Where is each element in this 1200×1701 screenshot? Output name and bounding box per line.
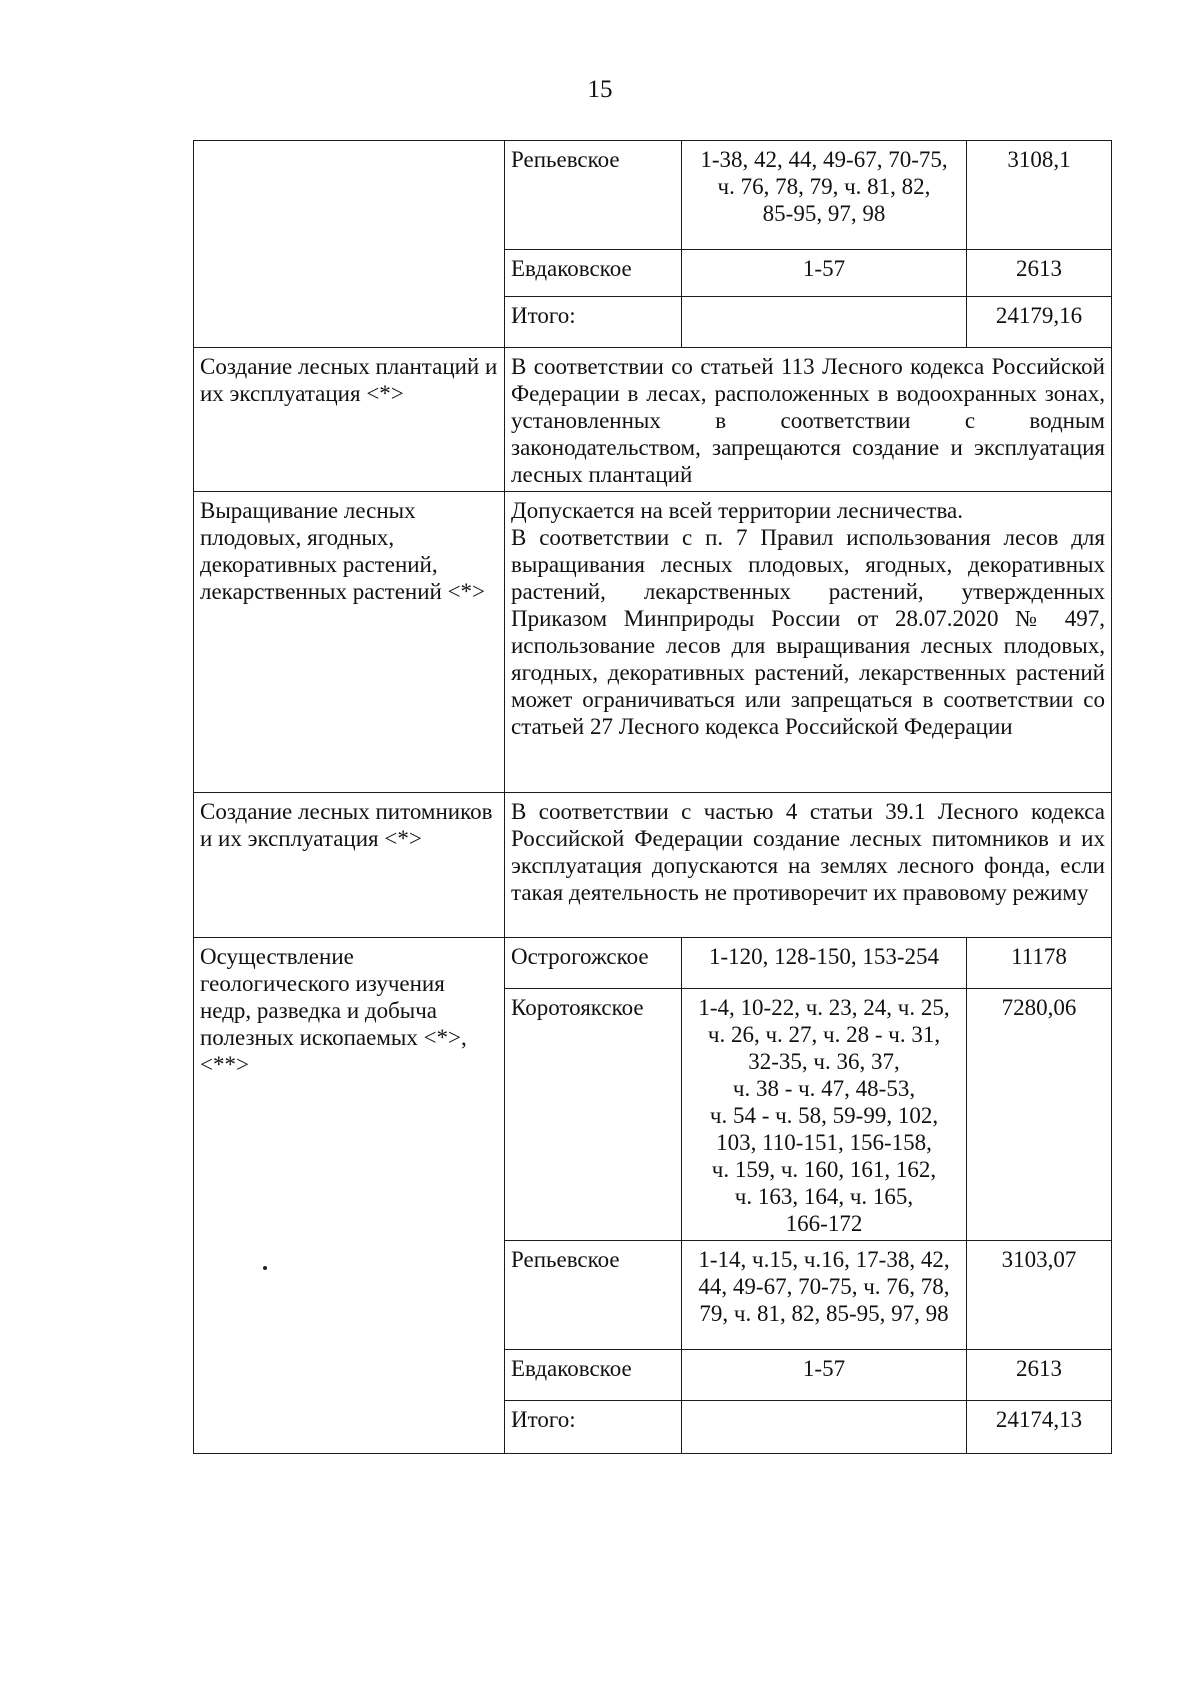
block-line: 32-35, ч. 36, 37,: [748, 1049, 900, 1074]
block-numbers: [682, 989, 967, 1241]
page-number: 15: [587, 76, 613, 103]
block-line: 44, 49-67, 70-75, ч. 76, 78,: [698, 1274, 950, 1299]
forestry-name: Коротоякское: [505, 989, 682, 1241]
block-line: 79, ч. 81, 82, 85-95, 97, 98: [699, 1301, 949, 1326]
table-row: [194, 348, 1112, 492]
block-numbers: [682, 1241, 967, 1350]
forestry-name: Евдаковское: [505, 250, 682, 297]
total-area: 24174,13: [967, 1401, 1112, 1454]
activity-name: Создание лесных питомников и их эксплуатация <*>: [194, 793, 505, 938]
block-line: 166-172: [785, 1211, 863, 1236]
block-numbers: [682, 250, 967, 297]
table-row: [194, 938, 1112, 989]
area-value: 7280,06: [967, 989, 1112, 1241]
forestry-name: Репьевское: [505, 141, 682, 250]
activity-name: Создание лесных плантаций и их эксплуатация <*>: [194, 348, 505, 492]
total-label: Итого:: [505, 1401, 682, 1454]
table-row: [194, 492, 1112, 793]
block-numbers: [682, 1350, 967, 1401]
forestry-name: Евдаковское: [505, 1350, 682, 1401]
block-line: ч. 26, ч. 27, ч. 28 - ч. 31,: [707, 1022, 941, 1047]
block-line: ч. 163, 164, ч. 165,: [734, 1184, 914, 1209]
block-line: 1-57: [802, 1356, 846, 1381]
area-value: 11178: [967, 938, 1112, 989]
block-line: 1-38, 42, 44, 49-67, 70-75,: [700, 147, 948, 172]
block-numbers: [682, 938, 967, 989]
block-line: 1-57: [802, 256, 846, 281]
note-text: В соответствии со статьей 113 Лесного кодекса Российской Федерации в лесах, расположенных в водоохранных зонах, установленных в соответствии с водным законодательством, запрещаются создание и эксплуатация лесных плантаций: [511, 354, 1105, 487]
block-line: 103, 110-151, 156-158,: [716, 1130, 932, 1155]
block-line: 1-4, 10-22, ч. 23, 24, ч. 25,: [698, 995, 950, 1020]
block-line: 1-120, 128-150, 153-254: [709, 944, 939, 969]
total-label: Итого:: [505, 297, 682, 348]
area-value: 2613: [967, 1350, 1112, 1401]
block-line: 85-95, 97, 98: [762, 201, 886, 226]
table-row: [194, 793, 1112, 938]
note-text: Допускается на всей территории лесничества.: [511, 498, 963, 523]
activity-cell-continued: [194, 141, 505, 348]
block-line: 1-14, ч.15, ч.16, 17-38, 42,: [698, 1247, 950, 1272]
activity-note: [505, 348, 1112, 492]
area-value: 2613: [967, 250, 1112, 297]
forestry-name: Репьевское: [505, 1241, 682, 1350]
scan-speck: [263, 1266, 267, 1270]
empty-cell: [682, 297, 967, 348]
forestry-name: Острогожское: [505, 938, 682, 989]
block-line: ч. 54 - ч. 58, 59-99, 102,: [709, 1103, 939, 1128]
empty-cell: [682, 1401, 967, 1454]
total-area: 24179,16: [967, 297, 1112, 348]
note-text: В соответствии с п. 7 Правил использования лесов для выращивания лесных плодовых, ягодных, декоративных растений, лекарственных растений, утвержденных Приказом Минприроды России от 28.07.2020 № 497, использование лесов для выращивания лесных плодовых, ягодных, декоративных растений, лекарственных растений может ограничиваться или запрещаться в соответствии со статьей 27 Лесного кодекса Российской Федерации: [511, 525, 1105, 739]
block-line: ч. 38 - ч. 47, 48-53,: [732, 1076, 916, 1101]
activity-note: [505, 793, 1112, 938]
block-numbers: [682, 141, 967, 250]
note-text: В соответствии с частью 4 статьи 39.1 Лесного кодекса Российской Федерации создание лесных питомников и их эксплуатация допускаются на землях лесного фонда, если такая деятельность не противоречит их правовому режиму: [511, 799, 1105, 905]
land-use-table: [193, 140, 1112, 1454]
area-value: 3103,07: [967, 1241, 1112, 1350]
block-line: ч. 76, 78, 79, ч. 81, 82,: [717, 174, 931, 199]
area-value: 3108,1: [967, 141, 1112, 250]
activity-note: [505, 492, 1112, 793]
activity-name: Осуществление геологического изучения недр, разведка и добыча полезных ископаемых <*>, <**>: [194, 938, 505, 1454]
activity-name: Выращивание лесных плодовых, ягодных, декоративных растений, лекарственных растений <*>: [194, 492, 505, 793]
block-line: ч. 159, ч. 160, 161, 162,: [711, 1157, 937, 1182]
table-row: [194, 141, 1112, 250]
